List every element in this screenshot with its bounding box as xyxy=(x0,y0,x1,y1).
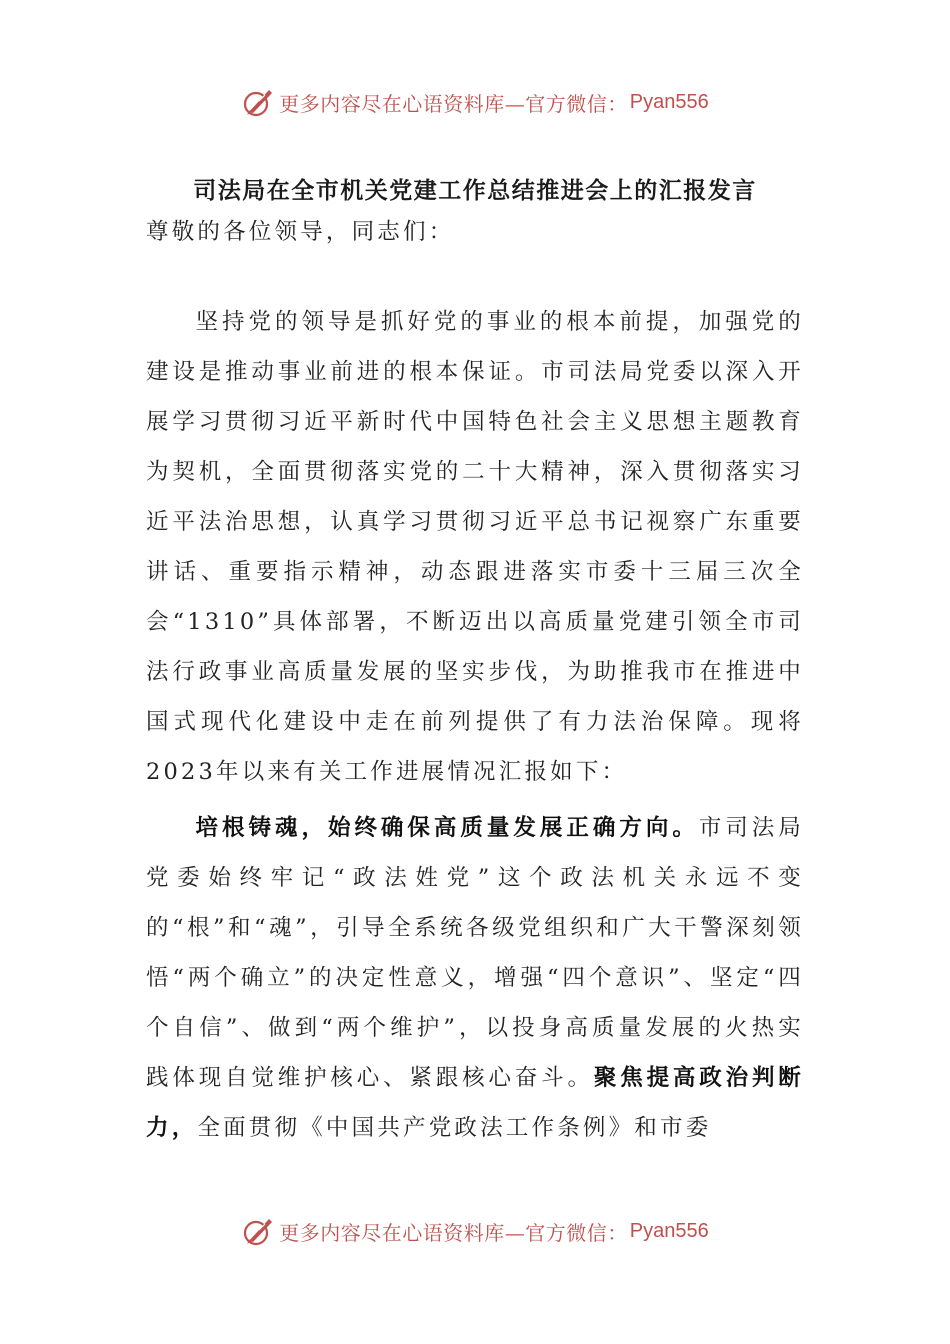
salutation: 尊敬的各位领导，同志们： xyxy=(146,219,455,245)
header-watermark-banner xyxy=(0,82,950,122)
paragraph-intro: 坚持党的领导是抓好党的事业的根本前提，加强党的建设是推动事业前进的根本保证。市司法局党委以深入开展学习贯彻习近平新时代中国特色社会主义思想主题教育为契机，全面贯彻落实党的二十大精神，深入贯彻落实习近平法治思想，认真学习贯彻习近平总书记视察广东重要讲话、重要指示精神，动态跟进落实市委十三届三次全会“1310”具体部署，不断迈出以高质量党建引领全市司法行政事业高质量发展的坚实步伐，为助推我市在推进中国式现代化建设中走在前列提供了有力法治保障。现将2023年以来有关工作进展情况汇报如下： xyxy=(146,309,804,785)
section-heading: 培根铸魂，始终确保高质量发展正确方向。 xyxy=(195,815,699,841)
quill-pen-icon xyxy=(241,1214,275,1248)
paragraph-section-1 xyxy=(146,803,804,1153)
document-title: 司法局在全市机关党建工作总结推进会上的汇报发言 xyxy=(193,177,757,204)
section-text-continued: 全面贯彻《中国共产党政法工作条例》和市委 xyxy=(197,1115,712,1141)
watermark-wechat-id: Pyan556 xyxy=(629,90,709,113)
footer-watermark-banner xyxy=(0,1211,950,1251)
watermark-text: 更多内容尽在心语资料库—官方微信： xyxy=(279,1220,628,1245)
watermark-text: 更多内容尽在心语资料库—官方微信： xyxy=(279,91,628,116)
section-subheading: 聚焦提高政治判断力， xyxy=(146,1065,804,1141)
section-text: 市司法局党委始终牢记“政法姓党”这个政法机关永远不变的“根”和“魂”，引导全系统各级党组织和广大干警深刻领悟“两个确立”的决定性意义，增强“四个意识”、坚定“四个自信”、做到“两个维护”，以投身高质量发展的火热实践体现自觉维护核心、紧跟核心奋斗。 xyxy=(146,815,804,1091)
quill-pen-icon xyxy=(241,85,275,119)
watermark-wechat-id: Pyan556 xyxy=(629,1219,709,1242)
